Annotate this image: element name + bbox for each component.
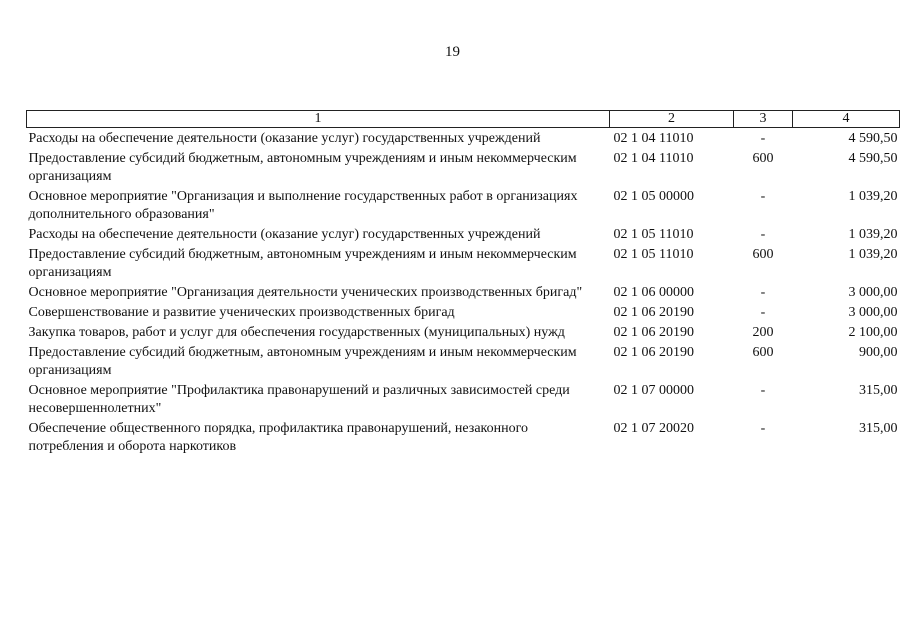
row-code: 02 1 07 20020 xyxy=(613,421,694,436)
row-code: 02 1 04 11010 xyxy=(613,151,694,166)
table-row xyxy=(27,284,900,304)
row-name: Обеспечение общественного порядка, профилактика правонарушений, незаконного потребления и оборота наркотиков xyxy=(28,421,529,454)
row-sum: 4 590,50 xyxy=(848,131,898,146)
row-sum: 1 039,20 xyxy=(848,247,898,262)
table-row xyxy=(27,246,900,284)
row-code: 02 1 06 20190 xyxy=(613,325,694,340)
table-row xyxy=(27,226,900,246)
row-type: - xyxy=(760,285,766,300)
row-type: 600 xyxy=(752,247,774,262)
row-code: 02 1 06 00000 xyxy=(613,285,694,300)
row-sum: 4 590,50 xyxy=(848,151,898,166)
row-type: - xyxy=(760,421,766,436)
row-sum: 2 100,00 xyxy=(848,325,898,340)
table-row xyxy=(27,188,900,226)
row-code: 02 1 06 20190 xyxy=(613,345,694,360)
row-sum: 315,00 xyxy=(859,383,898,398)
row-type: - xyxy=(760,189,766,204)
row-type: 600 xyxy=(752,345,774,360)
row-sum: 315,00 xyxy=(859,421,898,436)
row-name: Основное мероприятие "Организация деятельности ученических производственных бригад" xyxy=(28,285,583,300)
row-sum: 3 000,00 xyxy=(848,285,898,300)
row-code: 02 1 04 11010 xyxy=(613,131,694,146)
header-col-2: 2 xyxy=(610,111,734,128)
row-name: Основное мероприятие "Профилактика правонарушений и различных зависимостей среди несовершеннолетних" xyxy=(28,383,570,416)
table-row xyxy=(27,420,900,458)
row-type: - xyxy=(760,383,766,398)
table-row xyxy=(27,324,900,344)
row-sum: 1 039,20 xyxy=(848,189,898,204)
row-sum: 3 000,00 xyxy=(848,305,898,320)
table-row xyxy=(27,382,900,420)
row-type: - xyxy=(760,227,766,242)
header-col-1: 1 xyxy=(27,111,610,128)
table-row xyxy=(27,344,900,382)
row-name: Расходы на обеспечение деятельности (оказание услуг) государственных учреждений xyxy=(28,227,541,242)
row-name: Предоставление субсидий бюджетным, автономным учреждениям и иным некоммерческим организациям xyxy=(28,247,577,280)
table-row xyxy=(27,128,900,151)
table-header-row xyxy=(27,111,900,128)
row-type: - xyxy=(760,305,766,320)
row-sum: 900,00 xyxy=(859,345,898,360)
row-code: 02 1 05 11010 xyxy=(613,227,694,242)
row-code: 02 1 07 00000 xyxy=(613,383,694,398)
row-code: 02 1 05 11010 xyxy=(613,247,694,262)
row-name: Предоставление субсидий бюджетным, автономным учреждениям и иным некоммерческим организациям xyxy=(28,151,577,184)
header-col-3: 3 xyxy=(734,111,793,128)
row-type: 200 xyxy=(752,325,774,340)
row-type: - xyxy=(760,131,766,146)
row-name: Совершенствование и развитие ученических производственных бригад xyxy=(28,305,455,320)
row-code: 02 1 06 20190 xyxy=(613,305,694,320)
table-row xyxy=(27,304,900,324)
row-code: 02 1 05 00000 xyxy=(613,189,694,204)
row-name: Расходы на обеспечение деятельности (оказание услуг) государственных учреждений xyxy=(28,131,541,146)
row-type: 600 xyxy=(752,151,774,166)
row-name: Закупка товаров, работ и услуг для обеспечения государственных (муниципальных) нужд xyxy=(28,325,565,340)
row-sum: 1 039,20 xyxy=(848,227,898,242)
table-row xyxy=(27,150,900,188)
page-number: 19 xyxy=(445,44,460,60)
row-name: Предоставление субсидий бюджетным, автономным учреждениям и иным некоммерческим организациям xyxy=(28,345,577,378)
header-col-4: 4 xyxy=(793,111,900,128)
budget-table xyxy=(26,110,900,458)
row-name: Основное мероприятие "Организация и выполнение государственных работ в организациях дополнительного образования" xyxy=(28,189,578,222)
